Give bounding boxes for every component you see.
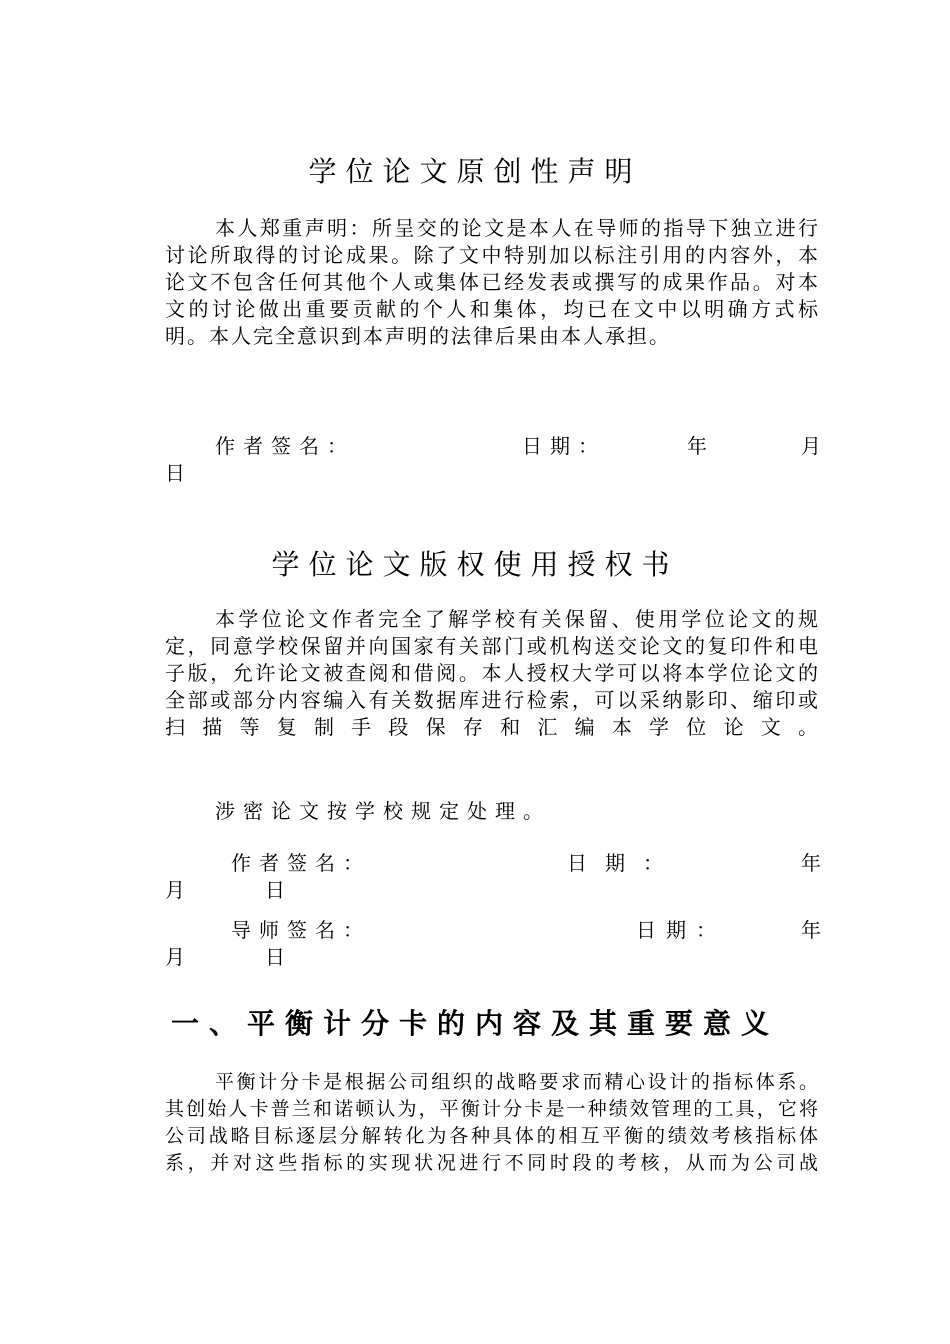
declaration-day-line (165, 460, 820, 487)
date-label: 日期： (567, 851, 681, 875)
declaration-signature-line (165, 433, 829, 460)
month-label: 月 (165, 945, 193, 969)
day-label: 日 (265, 945, 293, 969)
date-label: 日期： (522, 434, 606, 458)
author-signature-line (165, 850, 829, 877)
section-heading: 一、平衡计分卡的内容及其重要意义 (170, 1007, 779, 1040)
advisor-signature-line (165, 917, 829, 944)
day-label: 日 (165, 461, 193, 485)
day-label: 日 (265, 878, 293, 902)
month-label: 月 (801, 434, 829, 458)
month-label: 月 (165, 878, 193, 902)
author-signature-label: 作者签名： (215, 434, 355, 458)
declaration-title: 学位论文原创性声明 (308, 155, 642, 188)
year-label: 年 (687, 434, 715, 458)
author-date-line (165, 877, 820, 904)
author-signature-label: 作者签名： (231, 851, 371, 875)
declaration-body: 本人郑重声明：所呈交的论文是本人在导师的指导下独立进行讨论所取得的讨论成果。除了文中特别加以标注引用的内容外，本论文不包含任何其他个人或集体已经发表或撰写的成果作品。对本文的讨论做出重要贡献的个人和集体，均已在文中以明确方式标明。本人完全意识到本声明的法律后果由本人承担。 (165, 216, 820, 348)
secret-note: 涉密论文按学校规定处理。 (215, 799, 551, 823)
year-label: 年 (801, 918, 829, 942)
advisor-date-line (165, 944, 820, 971)
date-label: 日期： (636, 918, 726, 942)
year-label: 年 (801, 851, 829, 875)
section-body: 平衡计分卡是根据公司组织的战略要求而精心设计的指标体系。其创始人卡普兰和诺顿认为，平衡计分卡是一种绩效管理的工具，它将公司战略目标逐层分解转化为各种具体的相互平衡的绩效考核指标体系，并对这些指标的实现状况进行不同时段的考核，从而为公司战 (165, 1071, 820, 1174)
authorization-title: 学位论文版权使用授权书 (271, 548, 679, 581)
authorization-body: 本学位论文作者完全了解学校有关保留、使用学位论文的规定，同意学校保留并向国家有关部门或机构送交论文的复印件和电子版，允许论文被查阅和借阅。本人授权大学可以将本学位论文的全部或部分内容编入有关数据库进行检索，可以采纳影印、缩印或扫描等复制手段保存和汇编本学位论文。 (165, 607, 820, 739)
secret-note-line (165, 798, 820, 825)
advisor-signature-label: 导师签名： (231, 918, 371, 942)
